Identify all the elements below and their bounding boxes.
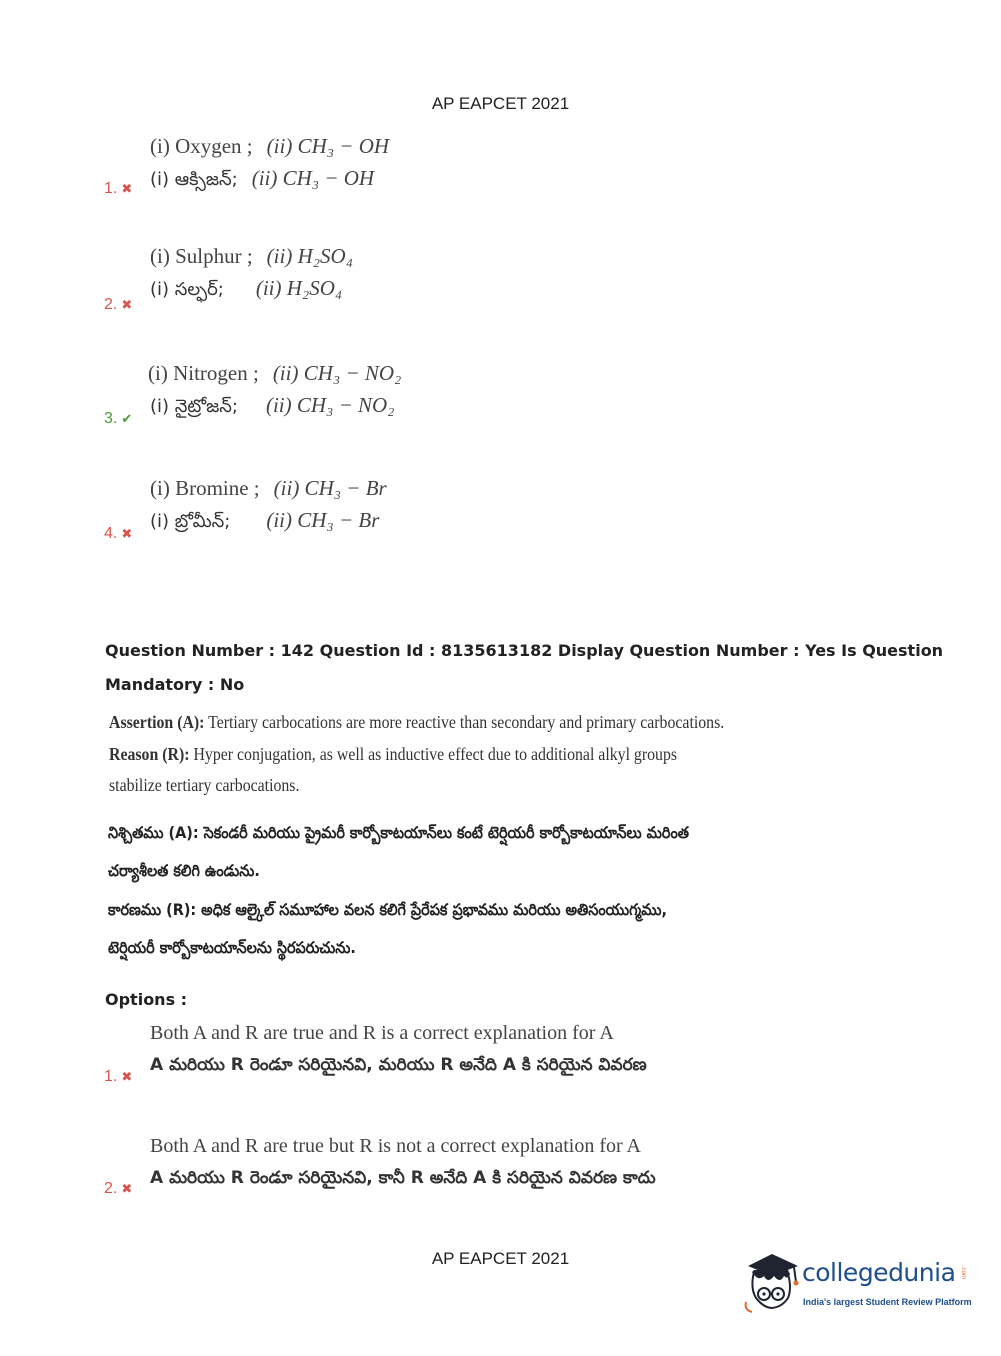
option-number: 1. ✖ xyxy=(104,1068,133,1085)
option-telugu: A మరియు R రెండూ సరియైనవి, కానీ R అనేది A కి సరియైన వివరణ కాదు xyxy=(150,1168,656,1188)
option-telugu: (i) ఆక్సిజన్; (ii) CH₃ − OH xyxy=(150,166,375,190)
option-number: 4. ✖ xyxy=(104,525,133,542)
option-english: (i) Oxygen ; (ii) CH₃ − OH xyxy=(150,134,390,158)
reason-statement-cont: stabilize tertiary carbocations. xyxy=(109,775,300,795)
wrong-icon: ✖ xyxy=(121,297,133,312)
page-header: AP EAPCET 2021 xyxy=(431,94,570,113)
option-telugu: (i) బ్రోమీన్; (ii) CH₃ − Br xyxy=(150,508,380,532)
telugu-reason-cont: టెర్షియరీ కార్బోకాటయాన్‌లను స్థిరపరుచును. xyxy=(108,938,356,957)
option-telugu: (i) నైట్రోజన్; (ii) CH₃ − NO₂ xyxy=(150,393,395,417)
logo-domain: .com xyxy=(960,1266,966,1280)
page-footer: AP EAPCET 2021 xyxy=(431,1249,570,1268)
collegedunia-logo[interactable] xyxy=(742,1252,972,1318)
wrong-icon: ✖ xyxy=(121,526,133,541)
option-number: 2. ✖ xyxy=(104,1180,133,1197)
logo-wordmark: collegedunia xyxy=(802,1258,956,1287)
telugu-assertion: నిశ్చితము (A): సెకండరీ మరియు ప్రైమరీ కార్బోకాటయాన్‌లు కంటే టెర్షియరీ కార్బోకాటయాన్‌లు మరింత xyxy=(108,823,689,842)
wrong-icon: ✖ xyxy=(121,1181,133,1196)
wrong-icon: ✖ xyxy=(121,1069,133,1084)
checkmark-icon: ✔ xyxy=(121,411,133,426)
wrong-icon: ✖ xyxy=(121,181,133,196)
question-mandatory: Mandatory : No xyxy=(105,675,245,694)
option-english: (i) Sulphur ; (ii) H₂SO₄ xyxy=(150,244,354,268)
assertion-statement: Assertion (A): Tertiary carbocations are more reactive than secondary and primary carbocations. xyxy=(109,712,725,732)
options-label: Options : xyxy=(105,990,188,1009)
option-number: 1. ✖ xyxy=(104,180,133,197)
option-number: 2. ✖ xyxy=(104,296,133,313)
option-english: Both A and R are true but R is not a correct explanation for A xyxy=(150,1135,641,1157)
option-english: Both A and R are true and R is a correct explanation for A xyxy=(150,1022,614,1044)
logo-tagline: India's largest Student Review Platform xyxy=(803,1297,972,1307)
option-number: 3. ✔ xyxy=(104,410,133,427)
option-english: (i) Bromine ; (ii) CH₃ − Br xyxy=(150,476,387,500)
option-english: (i) Nitrogen ; (ii) CH₃ − NO₂ xyxy=(148,361,402,385)
mascot-icon xyxy=(742,1252,804,1318)
reason-statement: Reason (R): Hyper conjugation, as well as inductive effect due to additional alkyl groups xyxy=(109,744,678,764)
telugu-reason: కారణము (R): అధిక ఆల్కైల్ సమూహాల వలన కలిగే ప్రేరేపక ప్రభావము మరియు అతిసంయుగ్మము, xyxy=(108,900,667,919)
telugu-assertion-cont: చర్యాశీలత కలిగి ఉండును. xyxy=(108,861,260,880)
question-meta: Question Number : 142 Question Id : 8135613182 Display Question Number : Yes Is Question xyxy=(105,641,944,660)
option-telugu: A మరియు R రెండూ సరియైనవి, మరియు R అనేది A కి సరియైన వివరణ xyxy=(150,1055,647,1075)
option-telugu: (i) సల్ఫర్; (ii) H₂SO₄ xyxy=(150,276,343,300)
